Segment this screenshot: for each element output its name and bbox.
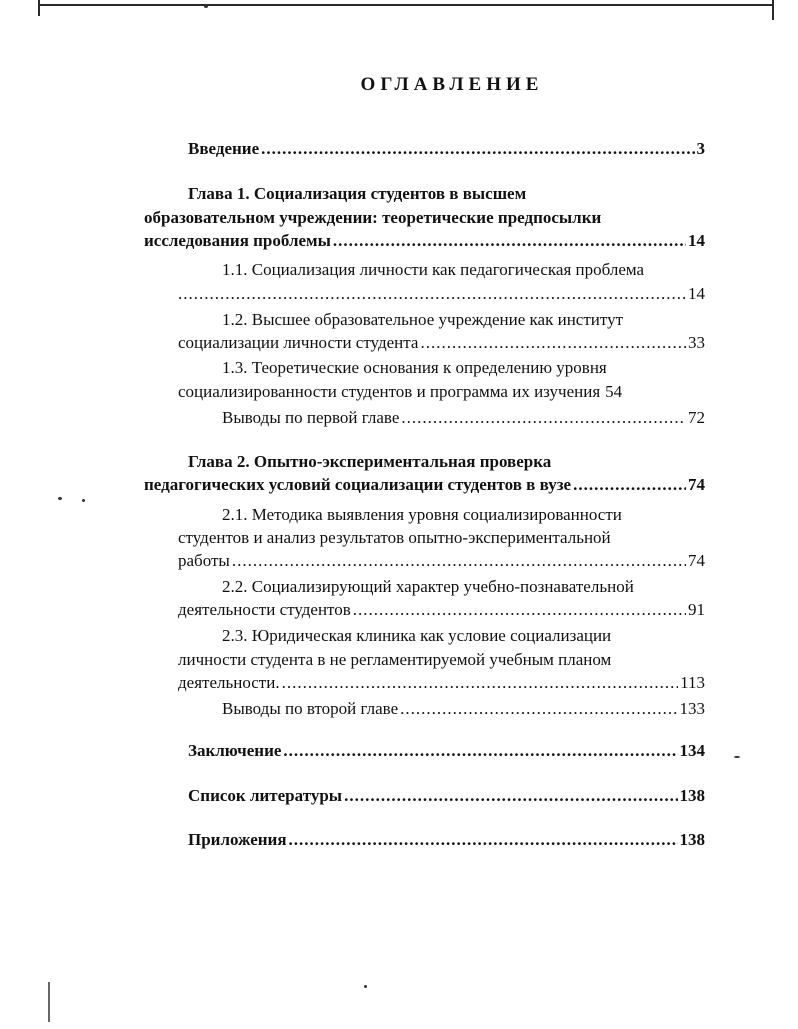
toc-entry-page: 138	[679, 830, 705, 849]
toc-entry-page: 74	[688, 475, 705, 494]
toc-entry-references[interactable]	[188, 785, 705, 807]
section-2-1-title-line-1[interactable]: 2.1. Методика выявления уровня социализированности	[222, 505, 622, 524]
dot-leader	[353, 599, 686, 621]
toc-entry-section-2-3[interactable]	[178, 672, 705, 694]
toc-entry-label: Заключение	[188, 741, 282, 760]
toc-entry-page: 113	[680, 673, 705, 692]
toc-entry-page: 33	[688, 333, 705, 352]
toc-entry-label: социализации личности студента	[178, 333, 419, 352]
toc-entry-section-1-2[interactable]	[178, 332, 705, 354]
toc-entry-page: 133	[679, 699, 705, 718]
toc-entry-section-2-2[interactable]	[178, 599, 705, 621]
chapter-2-title-line-1[interactable]: Глава 2. Опытно-экспериментальная проверка	[188, 452, 552, 471]
toc-entry-page: 134	[679, 741, 705, 760]
toc-entry-chapter-2[interactable]	[144, 474, 705, 496]
toc-entry-page: 14	[688, 284, 705, 303]
section-1-2-title-line-1[interactable]: 1.2. Высшее образовательное учреждение как институт	[222, 310, 624, 329]
toc-entry-page: 138	[679, 786, 705, 805]
section-2-1-title-line-2[interactable]: студентов и анализ результатов опытно-экспериментальной	[178, 528, 611, 547]
toc-entry-label: Список литературы	[188, 786, 343, 805]
toc-entry-label: деятельности.	[178, 673, 280, 692]
toc-entry-appendix[interactable]	[188, 829, 705, 851]
dot-leader	[261, 138, 694, 160]
dot-leader	[289, 829, 678, 851]
toc-entry-introduction[interactable]	[188, 138, 705, 160]
toc-entry-section-2-1[interactable]	[178, 550, 705, 572]
toc-entry-section-1-1[interactable]	[178, 283, 705, 305]
dot-leader	[400, 698, 677, 720]
toc-entry-page: 72	[688, 408, 705, 427]
page-title: ОГЛАВЛЕНИЕ	[360, 74, 544, 95]
toc-entry-label: Выводы по второй главе	[222, 699, 399, 718]
toc-entry-label: деятельности студентов	[178, 600, 351, 619]
toc-entry-label: Введение	[188, 139, 260, 158]
dot-leader	[232, 550, 686, 572]
toc-entry-page: 3	[696, 139, 705, 158]
toc-entry-page: 14	[688, 231, 705, 250]
dot-leader	[282, 672, 679, 694]
dot-leader	[401, 407, 686, 429]
dot-leader	[283, 740, 677, 762]
toc-entry-label: работы	[178, 551, 230, 570]
dot-leader	[333, 230, 686, 252]
section-1-1-title[interactable]: 1.1. Социализация личности как педагогическая проблема	[222, 260, 645, 279]
toc-entry-page: 54	[605, 382, 623, 401]
dot-leader	[420, 332, 686, 354]
chapter-1-title-line-1[interactable]: Глава 1. Социализация студентов в высшем	[188, 184, 527, 203]
section-1-3-title-line-1[interactable]: 1.3. Теоретические основания к определению уровня	[222, 358, 607, 377]
dot-leader	[344, 785, 677, 807]
dot-leader	[573, 474, 686, 496]
toc-entry-label: Выводы по первой главе	[222, 408, 400, 427]
section-2-3-title-line-1[interactable]: 2.3. Юридическая клиника как условие социализации	[222, 626, 612, 645]
toc-entry-section-1-3[interactable]	[178, 381, 705, 403]
toc-entry-chapter-1-conclusions[interactable]	[222, 407, 705, 429]
toc-entry-label: Приложения	[188, 830, 287, 849]
toc-entry-label: социализированности студентов и программа их изучения	[178, 382, 601, 401]
section-2-2-title-line-1[interactable]: 2.2. Социализирующий характер учебно-познавательной	[222, 577, 634, 596]
toc-entry-chapter-2-conclusions[interactable]	[222, 698, 705, 720]
chapter-1-title-line-2[interactable]: образовательном учреждении: теоретические предпосылки	[144, 208, 602, 227]
toc-entry-chapter-1[interactable]	[144, 230, 705, 252]
toc-entry-page: 74	[688, 551, 705, 570]
toc-entry-label: педагогических условий социализации студентов в вузе	[144, 475, 572, 494]
toc-entry-conclusion[interactable]	[188, 740, 705, 762]
toc-entry-page: 91	[688, 600, 705, 619]
section-2-3-title-line-2[interactable]: личности студента в не регламентируемой учебным планом	[178, 650, 612, 669]
toc-entry-label: исследования проблемы	[144, 231, 331, 250]
dot-leader	[178, 283, 686, 305]
